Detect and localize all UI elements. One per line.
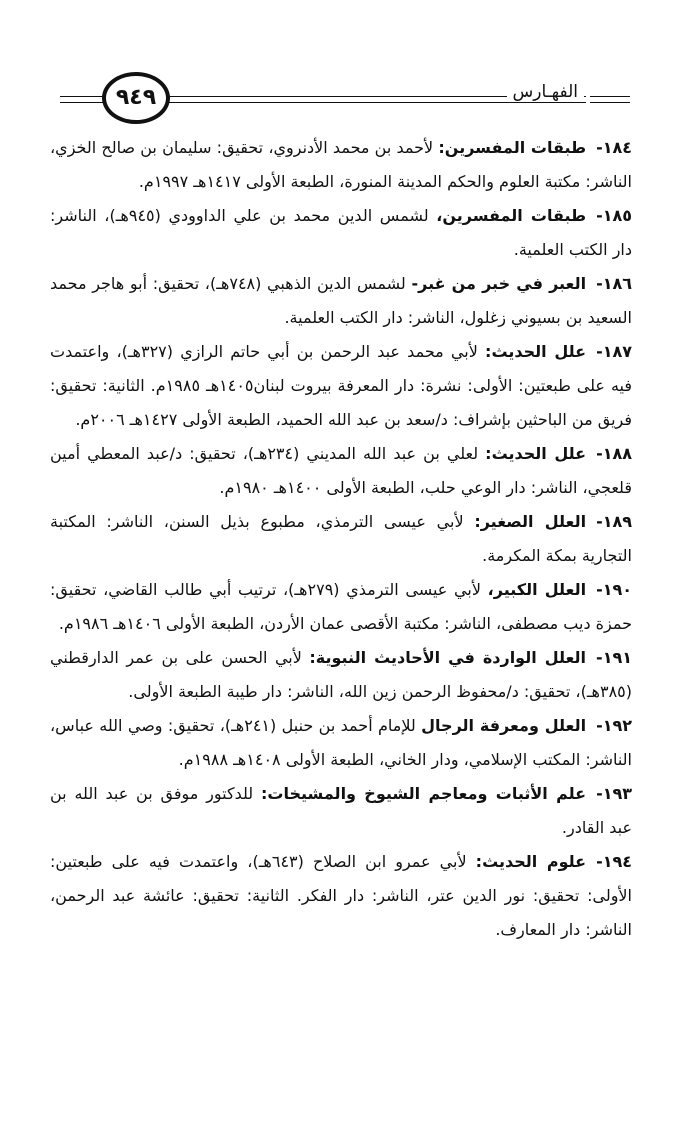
entry-text: لأبي عيسى الترمذي (٢٧٩هـ)، ترتيب أبي طالب القاضي، تحقيق: حمزة ديب مصطفى، الناشر: مكتبة الأقصى عمان الأردن، الطبعة الأولى ١٤٠٦هـ ١٩٨٦م.	[50, 580, 632, 633]
bibliography-entry	[50, 709, 632, 777]
header-rule-right	[590, 96, 630, 103]
bibliography-entry	[50, 845, 632, 947]
entry-number: ١٩١-	[596, 648, 632, 667]
entry-number: ١٨٨-	[596, 444, 633, 463]
bibliography-list	[50, 131, 632, 947]
bibliography-entry	[50, 641, 632, 709]
entry-title: العلل الواردة في الأحاديث النبوية:	[309, 648, 587, 667]
entry-number: ١٩٤-	[596, 852, 632, 871]
entry-number: ١٨٧-	[596, 342, 633, 361]
entry-number: ١٩٢-	[596, 716, 633, 735]
entry-number: ١٨٩-	[596, 512, 633, 531]
entry-title: علل الحديث:	[485, 342, 587, 361]
bibliography-entry	[50, 131, 632, 199]
entry-text: لأبي محمد عبد الرحمن بن أبي حاتم الرازي (٣٢٧هـ)، واعتمدت فيه على طبعتين: الأولى: نشرة: دار المعرفة بيروت لبنان١٤٠٥هـ ١٩٨٥م. الثانية: تحقيق: فريق من الباحثين بإشراف: د/سعد بن عبد الله الحميد، الطبعة الأولى ١٤٢٧هـ ٢٠٠٦م.	[50, 342, 632, 429]
entry-title: علل الحديث:	[485, 444, 587, 463]
page-header	[60, 72, 630, 128]
page-number: ٩٤٩	[115, 85, 157, 110]
entry-text: لشمس الدين الذهبي (٧٤٨هـ)، تحقيق: أبو هاجر محمد السعيد بن بسيوني زغلول، الناشر: دار الكتب العلمية.	[50, 274, 632, 327]
bibliography-entry	[50, 437, 632, 505]
entry-title: طبقات المفسرين،	[436, 206, 587, 225]
entry-text: لأحمد بن محمد الأدنروي، تحقيق: سليمان بن صالح الخزي، الناشر: مكتبة العلوم والحكم المدينة المنورة، الطبعة الأولى ١٤١٧هـ ١٩٩٧م.	[50, 138, 632, 191]
bibliography-entry	[50, 777, 632, 845]
entry-number: ١٩٠-	[596, 580, 633, 599]
entry-text: لعلي بن عبد الله المديني (٢٣٤هـ)، تحقيق: د/عبد المعطي أمين قلعجي، الناشر: دار الوعي حلب، الطبعة الأولى ١٤٠٠هـ ١٩٨٠م.	[50, 444, 632, 497]
entry-text: لأبي عيسى الترمذي، مطبوع بذيل السنن، الناشر: المكتبة التجارية بمكة المكرمة.	[50, 512, 632, 565]
bibliography-entry	[50, 505, 632, 573]
entry-title: علم الأثبات ومعاجم الشيوخ والمشيخات:	[261, 784, 587, 803]
entry-title: العلل الصغير:	[474, 512, 587, 531]
entry-text: للدكتور موفق بن عبد الله بن عبد القادر.	[50, 784, 632, 837]
entry-title: العلل ومعرفة الرجال	[421, 716, 587, 735]
entry-text: للإمام أحمد بن حنبل (٢٤١هـ)، تحقيق: وصي الله عباس، الناشر: المكتب الإسلامي، ودار الخاني، الطبعة الأولى ١٤٠٨هـ ١٩٨٨م.	[50, 716, 632, 769]
entry-title: العلل الكبير،	[487, 580, 587, 599]
page-number-badge	[102, 72, 170, 124]
entry-number: ١٩٣-	[596, 784, 633, 803]
bibliography-entry	[50, 267, 632, 335]
entry-title: طبقات المفسرين:	[438, 138, 587, 157]
entry-title: علوم الحديث:	[475, 852, 587, 871]
entry-text: لأبي الحسن على بن عمر الدارقطني (٣٨٥هـ)، تحقيق: د/محفوظ الرحمن زين الله، الناشر: دار طيبة الطبعة الأولى.	[50, 648, 632, 701]
entry-number: ١٨٦-	[596, 274, 633, 293]
running-title: الفهـارس	[507, 84, 584, 101]
bibliography-entry	[50, 335, 632, 437]
entry-text: لأبي عمرو ابن الصلاح (٦٤٣هـ)، واعتمدت فيه على طبعتين: الأولى: تحقيق: نور الدين عتر، الناشر: دار الفكر. الثانية: تحقيق: عائشة عبد الرحمن، الناشر: دار المعارف.	[50, 852, 632, 939]
entry-title: العبر في خبر من غبر-	[411, 274, 587, 293]
bibliography-entry	[50, 199, 632, 267]
entry-number: ١٨٤-	[596, 138, 633, 157]
entry-number: ١٨٥-	[596, 206, 633, 225]
entry-text: لشمس الدين محمد بن علي الداوودي (٩٤٥هـ)، الناشر: دار الكتب العلمية.	[50, 206, 632, 259]
bibliography-entry	[50, 573, 632, 641]
